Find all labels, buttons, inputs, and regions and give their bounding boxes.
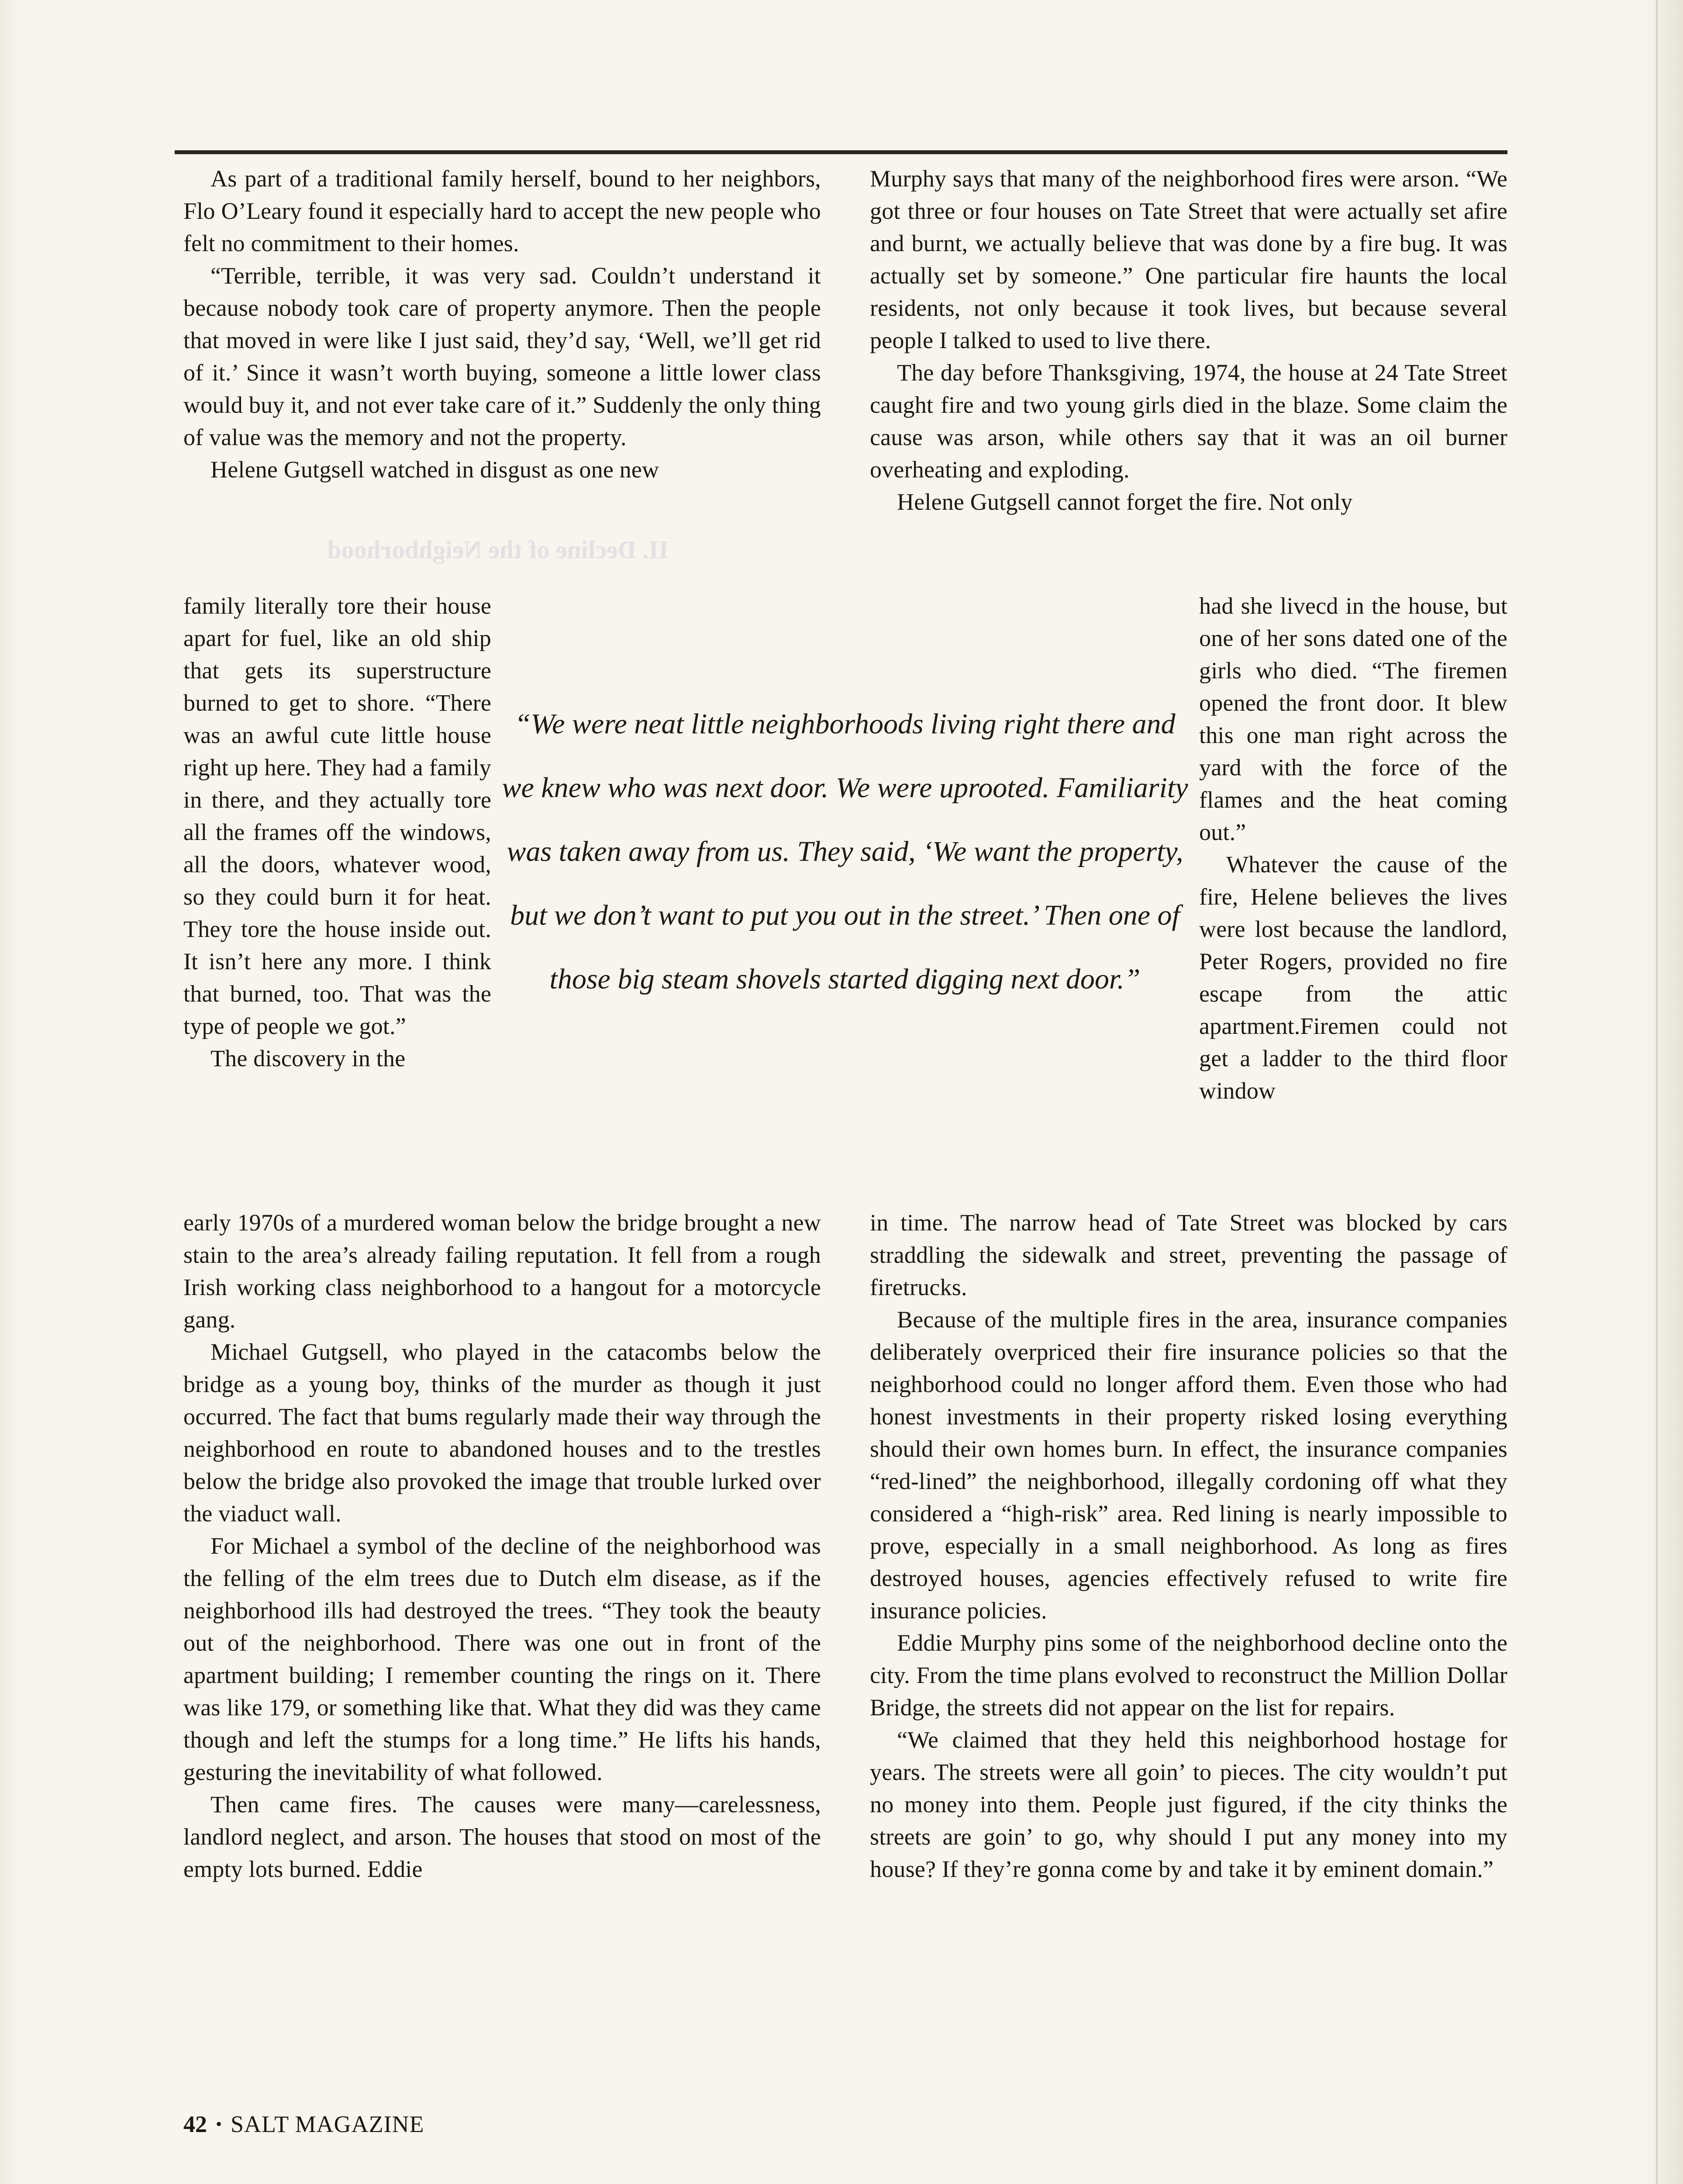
- page-footer: [183, 2111, 424, 2138]
- paragraph: Then came fires. The causes were many—carelessness, landlord neglect, and arson. The houses that stood on most of the empty lots burned. Eddie: [183, 1791, 821, 1882]
- magazine-title: SALT MAGAZINE: [231, 2111, 424, 2137]
- right-column-narrow: [1199, 590, 1507, 1107]
- paragraph: Murphy says that many of the neighborhood fires were arson. “We got three or four houses on Tate Street that were actually set afire and burnt, we actually believe that was done by a fire bug. It was actually set by someone.” One particular fire haunts the local residents, not only because it took lives, but because several people I talked to used to live there.: [870, 166, 1507, 353]
- paragraph: As part of a traditional family herself, bound to her neighbors, Flo O’Leary found it especially hard to accept the new people who felt no commitment to their homes.: [183, 166, 821, 256]
- paragraph: in time. The narrow head of Tate Street was blocked by cars straddling the sidewalk and street, preventing the passage of firetrucks.: [870, 1209, 1507, 1300]
- paragraph: Eddie Murphy pins some of the neighborhood decline onto the city. From the time plans evolved to reconstruct the Million Dollar Bridge, the streets did not appear on the list for repairs.: [870, 1630, 1507, 1721]
- pull-quote: “We were neat little neighborhoods living right there and we knew who was next door. We were uprooted. Familiarity was taken away from us. They said, ‘We want the property, but we don’t want to put you out in the street.’ Then one of those big steam shovels started digging next door.”: [502, 708, 1188, 995]
- paragraph: Whatever the cause of the fire, Helene believes the lives were lost because the landlord, Peter Rogers, provided no fire escape from the attic apartment.Firemen could not get a ladder to the third floor window: [1199, 851, 1507, 1104]
- paragraph: For Michael a symbol of the decline of the neighborhood was the felling of the elm trees due to Dutch elm disease, as if the neighborhood ills had destroyed the trees. “They took the beauty out of the neighborhood. There was one out in front of the apartment building; I remember counting the rings on it. There was like 179, or something like that. What they did was they came though and left the stumps for a long time.” He lifts his hands, gesturing the inevitability of what followed.: [183, 1533, 821, 1785]
- top-rule: [175, 150, 1507, 154]
- paragraph: had she livecd in the house, but one of her sons dated one of the girls who died. “The firemen opened the front door. It blew this one man right across the yard with the force of the flames and the heat coming out.”: [1199, 593, 1507, 845]
- paragraph: The discovery in the: [210, 1045, 406, 1071]
- left-column-top: [183, 162, 821, 486]
- left-column-narrow: [183, 590, 491, 1075]
- paragraph: The day before Thanksgiving, 1974, the house at 24 Tate Street caught fire and two young girls died in the blaze. Some claim the cause was arson, while others say that it was an oil burner overheating and exploding.: [870, 359, 1507, 483]
- paragraph: Helene Gutgsell watched in disgust as one new: [210, 456, 659, 483]
- right-column-top: [870, 162, 1507, 518]
- left-column-bottom: [183, 1206, 821, 1885]
- paragraph: early 1970s of a murdered woman below the bridge brought a new stain to the area’s already failing reputation. It fell from a rough Irish working class neighborhood to a hangout for a motorcycle gang.: [183, 1209, 821, 1333]
- paragraph: “We claimed that they held this neighborhood hostage for years. The streets were all goin’ to pieces. The city wouldn’t put no money into them. People just figured, if the city thinks the streets are goin’ to go, why should I put any money into my house? If they’re gonna come by and take it by eminent domain.”: [870, 1727, 1507, 1882]
- footer-bullet-separator: •: [216, 2114, 222, 2134]
- scanned-page-edge: [1656, 0, 1658, 2184]
- paragraph: “Terrible, terrible, it was very sad. Couldn’t understand it because nobody took care of property anymore. Then the people that moved in were like I just said, they’d say, ‘Well, we’ll get rid of it.’ Since it wasn’t worth buying, someone a little lower class would buy it, and not ever take care of it.” Suddenly the only thing of value was the memory and not the property.: [183, 263, 821, 450]
- paragraph: family literally tore their house apart for fuel, like an old ship that gets its superstructure burned to get to shore. “There was an awful cute little house right up here. They had a family in there, and they actually tore all the frames off the windows, all the doors, whatever wood, so they could burn it for heat. They tore the house inside out. It isn’t here any more. I think that burned, too. That was the type of people we got.”: [183, 593, 491, 1039]
- paragraph: Helene Gutgsell cannot forget the fire. Not only: [897, 489, 1353, 515]
- paragraph: Michael Gutgsell, who played in the catacombs below the bridge as a young boy, thinks of the murder as though it just occurred. The fact that bums regularly made their way through the neighborhood en route to abandoned houses and to the trestles below the bridge also provoked the image that trouble lurked over the viaduct wall.: [183, 1339, 821, 1527]
- show-through-ghost-heading: II. Decline of the Neighborhood: [327, 536, 669, 564]
- page-number: 42: [183, 2111, 207, 2137]
- paragraph: Because of the multiple fires in the area, insurance companies deliberately overpriced their fire insurance policies so that the neighborhood could no longer afford them. Even those who had honest investments in their property risked losing everything should their own homes burn. In effect, the insurance companies “red-lined” the neighborhood, illegally cordoning off what they considered a “high-risk” area. Red lining is nearly impossible to prove, especially in a small neighborhood. As long as fires destroyed houses, agencies effectively refused to write fire insurance policies.: [870, 1306, 1507, 1624]
- right-column-bottom: [870, 1206, 1507, 1885]
